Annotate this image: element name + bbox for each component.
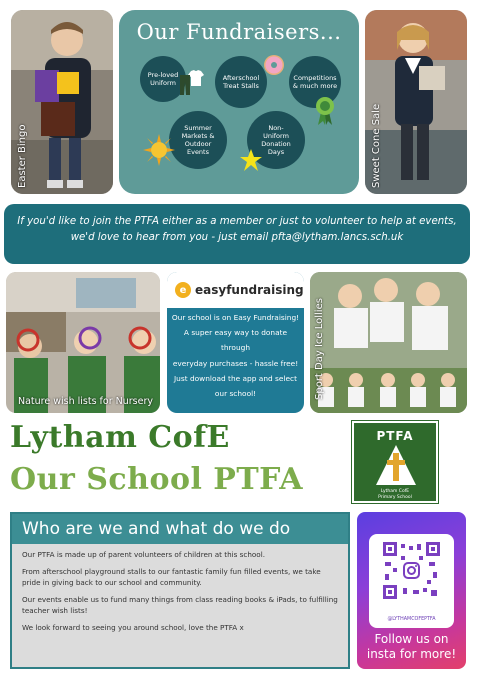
circle-label: Afterschool <box>222 73 260 82</box>
nature-caption: Nature wish lists for Nursery <box>18 396 153 407</box>
ef-line: Our school is on Easy Fundraising! <box>171 313 300 322</box>
circle-label: Uniform <box>150 79 176 87</box>
who-paragraph: Our events enable us to fund many things from class reading books & iPads, to fulfilling teacher wish lists! <box>22 594 338 616</box>
circle-label: Events <box>186 148 209 157</box>
cross-icon <box>376 445 416 489</box>
easyfundraising-header <box>167 272 304 308</box>
sun-icon <box>143 134 175 166</box>
follow-text <box>357 632 466 662</box>
circle-label: Uniform <box>263 131 289 140</box>
who-are-we-section <box>10 512 350 669</box>
easyfundraising-body <box>167 308 304 401</box>
qr-code[interactable] <box>369 534 454 628</box>
circle-label: & much more <box>292 82 338 90</box>
qr-pattern-icon <box>383 542 440 599</box>
fundraisers-card <box>119 10 359 194</box>
follow-line: Follow us on <box>374 632 449 646</box>
star-icon <box>239 148 263 172</box>
logo-subtitle: Primary School <box>378 495 412 500</box>
instagram-handle: @LYTHAMCOFEPTFA <box>387 617 436 622</box>
volunteer-banner <box>4 204 470 264</box>
sweet-cone-sale-caption: Sweet Cone Sale <box>371 103 382 188</box>
circle-label: Donation <box>261 140 291 148</box>
logo-subtitle: Lytham CofE <box>380 489 410 494</box>
donut-icon <box>263 54 285 76</box>
ptfa-title: Our School PTFA <box>10 462 303 497</box>
fundraisers-title: Our Fundraisers... <box>136 20 342 44</box>
who-paragraph: Our PTFA is made up of parent volunteers of children at this school. <box>22 550 265 559</box>
easyfundraising-logo-icon: e <box>175 282 191 298</box>
circle-label: Treat Stalls <box>223 82 259 90</box>
ef-line: Just download the app and select <box>174 373 297 383</box>
circle-label: Days <box>267 148 285 157</box>
easter-bingo-photo <box>11 10 113 194</box>
who-paragraph: From afterschool playground stalls to our fantastic family fun filled events, we take pride in giving back to our school and community. <box>22 566 321 588</box>
who-paragraph: We look forward to seeing you around school, love the PTFA x <box>22 622 244 632</box>
treat-stalls-circle <box>215 56 267 108</box>
who-title: Who are we and what do we do <box>12 514 348 544</box>
instagram-card <box>357 512 466 669</box>
sports-day-caption: Sport Day Ice Lollies <box>314 298 325 400</box>
easyfundraising-card <box>167 272 304 413</box>
trousers-icon <box>179 74 191 96</box>
circle-label: Markets & <box>181 131 215 140</box>
banner-text: If you'd like to join the PTFA either as a member or just to volunteer to help at events, we'd love to hear from you - just email pfta@lytham.lancs.sch.uk <box>17 216 457 243</box>
ef-line: everyday purchases - hassle free! <box>172 358 299 368</box>
follow-line: insta for more! <box>366 647 457 661</box>
sweet-cone-sale-photo <box>365 10 467 194</box>
rosette-icon <box>315 96 335 126</box>
circle-label: Competitions <box>293 73 337 82</box>
summer-markets-circle <box>169 111 227 169</box>
easter-bingo-caption: Easter Bingo <box>17 124 28 188</box>
circle-label: Summer <box>184 123 212 132</box>
ptfa-logo <box>352 421 438 503</box>
ef-line: our school! <box>214 388 257 398</box>
ef-line: A super easy way to donate through <box>183 328 288 353</box>
circle-label: Outdoor <box>184 140 212 148</box>
sports-day-photo <box>310 272 467 413</box>
nature-wish-lists-photo <box>6 272 160 413</box>
circle-label: Non- <box>268 123 284 132</box>
school-title: Lytham CofE <box>10 420 230 455</box>
circle-label: Pre-loved <box>147 70 179 79</box>
logo-text: PTFA <box>376 429 414 443</box>
easyfundraising-name: easyfundraising <box>195 283 304 297</box>
